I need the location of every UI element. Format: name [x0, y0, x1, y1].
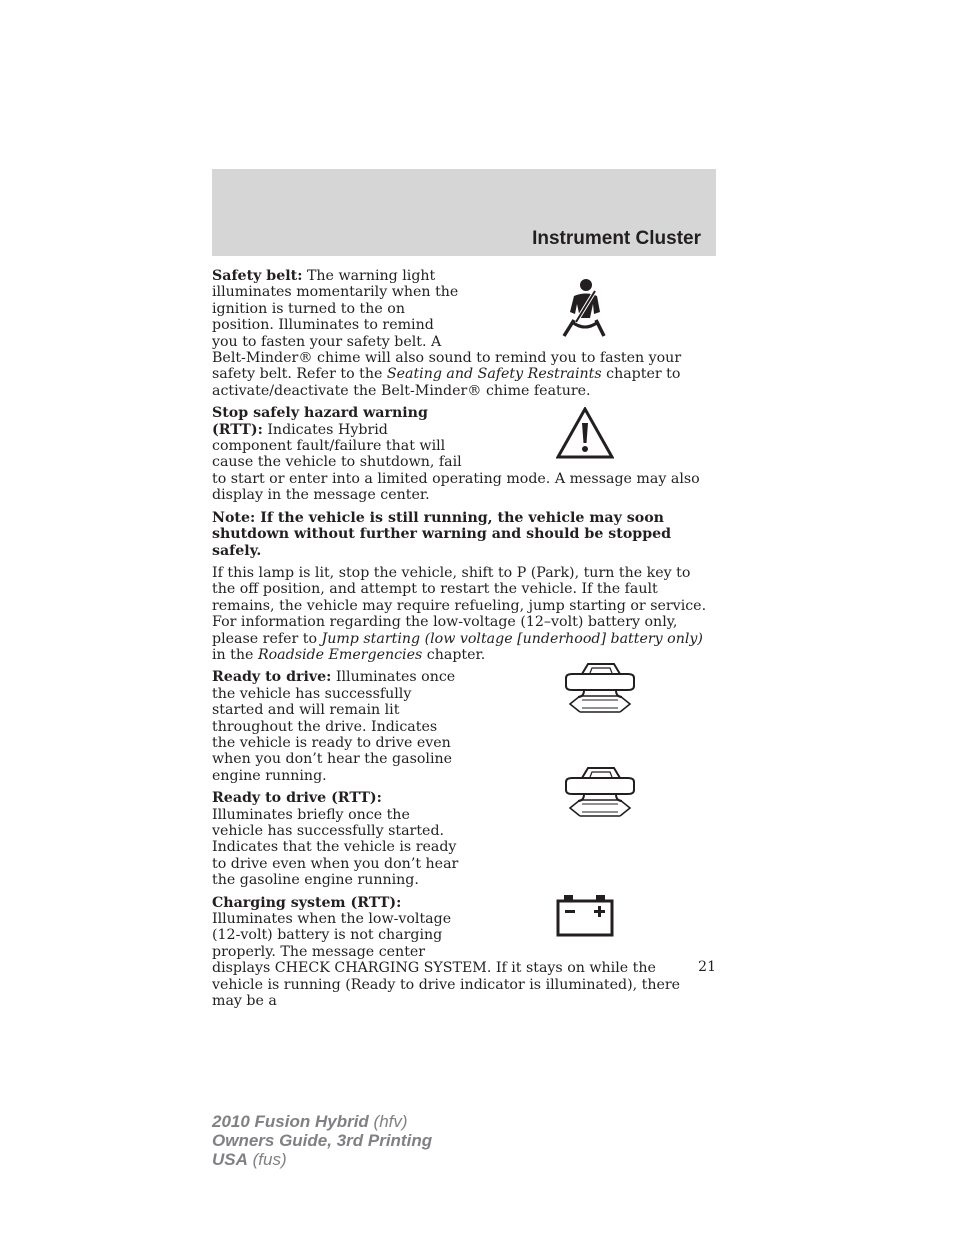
- footer-line-guide: Owners Guide, 3rd Printing: [212, 1131, 433, 1150]
- lamp-lit-text: If this lamp is lit, stop the vehicle, shift to P (Park), turn the key to the off position, and attempt to restart the vehicle. If the fault remains, the vehicle may require refueling, jump starting or service. For information regarding the low-voltage (12–volt) battery only, please refer to: [212, 564, 707, 647]
- safety-belt-text-end: chapter to activate/deactivate the Belt-Minder® chime feature.: [212, 366, 681, 399]
- footer-line-region: USA (fus): [212, 1150, 287, 1169]
- ready-to-drive-rtt-car-icon: [562, 764, 638, 820]
- lamp-lit-text-end: chapter.: [422, 646, 486, 663]
- warning-triangle-icon: [462, 405, 708, 467]
- battery-icon: [462, 895, 708, 959]
- seating-restraints-reference: Seating and Safety Restraints: [386, 366, 602, 383]
- lamp-lit-text-mid: in the: [212, 646, 258, 663]
- shutdown-note: Note: If the vehicle is still running, the vehicle may soon shutdown without further warning and should be stopped safely.: [212, 509, 672, 559]
- jump-starting-reference: Jump starting (low voltage [underhood] battery only): [321, 630, 703, 647]
- stop-safely-section: [212, 405, 708, 503]
- safety-belt-text: The warning light illuminates momentarily when the ignition is turned to the on position. Illuminates to remind you to fasten your safety belt. A Belt-Minder® chime will also sound to remind you to fasten your safety belt. Refer to the: [212, 268, 682, 383]
- page-number: 21: [698, 959, 716, 975]
- chapter-title: Instrument Cluster: [532, 228, 701, 249]
- ready-to-drive-rtt-text: Illuminates briefly once the vehicle has successfully started. Indicates that the vehicle is ready to drive even when you don’t hear the gasoline engine running.: [212, 806, 459, 889]
- stop-safely-text: Indicates Hybrid component fault/failure that will cause the vehicle to shutdown, fail to start or enter into a limited operating mode. A message may also display in the message center.: [212, 421, 700, 504]
- ready-to-drive-car-icon: [562, 660, 638, 716]
- ready-to-drive-rtt-heading: Ready to drive (RTT):: [212, 790, 382, 807]
- document-footer: [212, 1112, 432, 1169]
- footer-line-model: 2010 Fusion Hybrid (hfv): [212, 1112, 408, 1131]
- charging-system-text: Illuminates when the low-voltage (12-volt) battery is not charging properly. The message center displays CHECK CHARGING SYSTEM. If it stays on while the vehicle is running (Ready to drive indicator is illuminated), there may be a: [212, 911, 681, 1010]
- lamp-lit-paragraph: [212, 565, 708, 663]
- charging-system-heading: Charging system (RTT):: [212, 894, 402, 911]
- seatbelt-icon: [462, 268, 708, 350]
- ready-to-drive-section: [212, 669, 456, 784]
- roadside-emergencies-reference: Roadside Emergencies: [257, 646, 423, 663]
- safety-belt-heading: Safety belt:: [212, 268, 303, 284]
- ready-to-drive-rtt-section: [212, 790, 462, 888]
- safety-belt-section: [212, 268, 708, 399]
- ready-to-drive-text: Illuminates once the vehicle has successfully started and will remain lit throughout the drive. Indicates the vehicle is ready to drive even when you don’t hear the gasoline engine running.: [212, 669, 456, 784]
- ready-to-drive-heading: Ready to drive:: [212, 669, 332, 686]
- chapter-header-band: [212, 169, 716, 256]
- stop-safely-heading: Stop safely hazard warning (RTT):: [212, 405, 428, 438]
- charging-system-section: [212, 895, 708, 1010]
- page-content: [212, 268, 708, 1015]
